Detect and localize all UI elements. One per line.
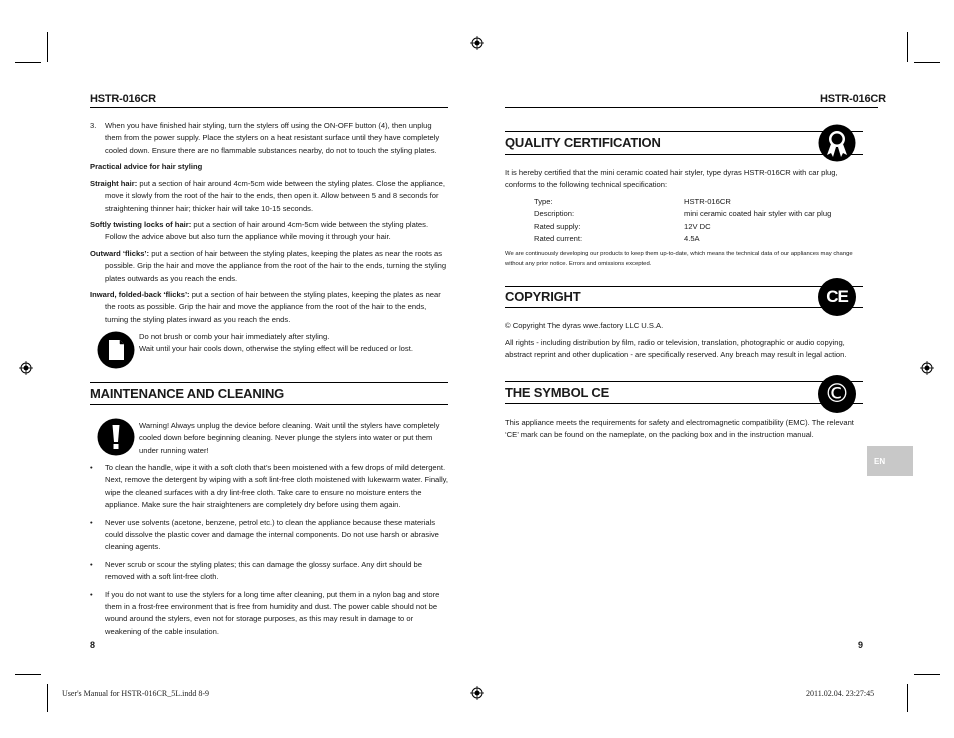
copyright-symbol-icon <box>818 375 856 413</box>
crop-mark <box>914 674 940 675</box>
crop-mark <box>47 32 48 62</box>
ce-title: THE SYMBOL CE <box>505 385 610 400</box>
copyright-text: All rights - including distribution by film, radio or television, translation, photographic or audio copying, abstract reprint and other duplication - are specifically reserved. Any breach may result in legal action. <box>505 338 847 360</box>
header-model-right: HSTR-016CR <box>820 93 886 105</box>
advice-text: put a section of hair around 4cm-5cm wide between the styling plates. Close the appliance, move it slowly from the root of the hair to the ends, then open it. Allow between 5 and 8 seconds for straightening thinner hair; thicker hair will take 10-15 seconds. <box>105 179 445 213</box>
cleaning-bullets <box>90 462 448 643</box>
step-number: 3. <box>90 121 97 130</box>
list-item: • Never scrub or scour the styling plates; this can damage the glossy surface. Any dirt should be removed with a soft lint-free cloth. <box>90 559 448 584</box>
note-line-2: Wait until your hair cools down, otherwise the styling effect will be reduced or lost. <box>139 344 413 353</box>
advice-term: Straight hair: <box>90 179 138 188</box>
advice-outward-flicks <box>90 248 448 285</box>
registration-mark-icon <box>920 361 934 375</box>
copyright-title: COPYRIGHT <box>505 289 581 304</box>
quality-rule-bottom <box>505 154 863 155</box>
quality-intro: It is hereby certified that the mini ceramic coated hair styler, type dyras HSTR-016CR with car plug, conforms to the following technical specification: <box>505 168 838 190</box>
advice-twisting-locks <box>90 219 448 244</box>
header-model-left: HSTR-016CR <box>90 93 156 105</box>
crop-mark <box>47 684 48 712</box>
warning-icon <box>97 418 135 456</box>
spec-row <box>534 233 854 245</box>
header-rule-left <box>90 107 448 108</box>
crop-mark <box>907 684 908 712</box>
step-3 <box>90 120 448 157</box>
list-item: • Never use solvents (acetone, benzene, petrol etc.) to clean the appliance because these materials could dissolve the plastic cover and damage the internal components. Do not use harsh or abrasive cleaning agents. <box>90 517 448 554</box>
spec-value: HSTR-016CR <box>684 197 731 206</box>
ce-mark-icon <box>818 278 856 316</box>
quality-title: QUALITY CERTIFICATION <box>505 135 661 150</box>
crop-mark <box>907 32 908 62</box>
ce-rule-top <box>505 381 863 382</box>
copyright-symbol-text: © <box>824 379 850 409</box>
advice-heading: Practical advice for hair styling <box>90 162 203 171</box>
warning-text: Warning! Always unplug the device before cleaning. Wait until the stylers have completely cooled down before beginning cleaning. Never plunge the stylers into water or put them under running water! <box>139 421 440 455</box>
spec-label: Type: <box>534 197 553 206</box>
maintenance-title: MAINTENANCE AND CLEANING <box>90 386 285 401</box>
ce-rule-bottom <box>505 403 863 404</box>
advice-inward-flicks <box>90 289 448 326</box>
maintenance-rule-top <box>90 382 448 383</box>
advice-term: Softly twisting locks of hair: <box>90 220 192 229</box>
registration-mark-icon <box>19 361 33 375</box>
spec-label: Description: <box>534 209 575 219</box>
footer-file-info: User's Manual for HSTR-016CR_5L.indd 8-9 <box>62 689 209 698</box>
page-number-right: 9 <box>858 640 864 650</box>
spec-table <box>534 196 854 246</box>
spec-value: 12V DC <box>684 221 711 231</box>
spec-value: 4.5A <box>684 234 700 244</box>
advice-term: Outward ‘flicks’: <box>90 249 150 258</box>
copyright-rule-bottom <box>505 307 863 308</box>
advice-term: Inward, folded-back ‘flicks’: <box>90 290 190 299</box>
language-tab <box>867 446 913 476</box>
spec-row <box>534 196 854 208</box>
list-item: • If you do not want to use the stylers for a long time after cleaning, put them in a nylon bag and store them in a frost-free environment that is free from humidity and dust. The power cable should not be wound around the stylers, even not for storage purposes, as this may result in damage to or weakening of the cable insulation. <box>90 589 448 639</box>
spec-row <box>534 221 854 233</box>
quality-note: We are continuously developing our products to keep them up-to-date, which means the technical data of our appliances may change without any prior notice. Errors and omissions excepted. <box>505 251 853 267</box>
award-rosette-icon <box>818 124 856 162</box>
copyright-rule-top <box>505 286 863 287</box>
crop-mark <box>15 62 41 63</box>
registration-mark-icon <box>470 686 484 700</box>
spec-label: Rated supply: <box>534 221 581 231</box>
ce-text: This appliance meets the requirements for safety and electromagnetic compatibility (EMC). The relevant ‘CE’ mark can be found on the nameplate, on the packing box and in the instruction manual. <box>505 418 854 440</box>
footer-timestamp: 2011.02.04. 23:27:45 <box>806 689 875 698</box>
crop-mark <box>914 62 940 63</box>
note-line-1: Do not brush or comb your hair immediately after styling. <box>139 332 330 341</box>
header-rule-right <box>505 107 878 108</box>
ce-mark-text: CE <box>826 287 848 306</box>
page-number-left: 8 <box>90 640 96 650</box>
copyright-line: © Copyright The dyras wwe.factory LLC U.S.A. <box>505 321 664 330</box>
quality-rule-top <box>505 131 863 132</box>
step-3-text: When you have finished hair styling, turn the stylers off using the ON-OFF button (4), then unplug them from the power supply. Place the stylers on a heat resistant surface until they have completely cooled down. Ensure there are no flammable substances nearby, do not to touch the styling plates. <box>105 121 440 155</box>
crop-mark <box>15 674 41 675</box>
advice-text: put a section of hair between the styling plates, keeping the plates as near the roots as possible. Grip the hair and move the appliance from the root of the hair to the ends, turning the styling plates inward as you reach the ends. <box>105 290 441 324</box>
list-item: • To clean the handle, wipe it with a soft cloth that’s been moistened with a few drops of mild detergent. Next, remove the detergent by wiping with a soft lint-free cloth moistened with lukewarm water. Finally, wipe the cleaned surfaces with a dry lint-free cloth. Take care to ensure no moisture enters the appliance. Make sure the hair straighteners are completely dry before using them again. <box>90 462 448 512</box>
spec-row <box>534 208 854 220</box>
maintenance-rule-bottom <box>90 404 448 405</box>
advice-straight-hair <box>90 178 448 215</box>
registration-mark-icon <box>470 36 484 50</box>
spec-label: Rated current: <box>534 234 583 244</box>
spec-value: mini ceramic coated hair styler with car plug <box>684 209 832 219</box>
language-tab-label: EN <box>874 456 886 466</box>
advice-text: put a section of hair between the styling plates, keeping the plates as near the roots as possible. Grip the hair and move the appliance from the root of the hair to the ends, turning the styling plates outwards as you reach the ends. <box>105 249 447 283</box>
note-icon <box>97 331 135 369</box>
advice-text: put a section of hair around 4cm-5cm wide between the styling plates. Follow the advice above but also turn the appliance while moving it through your hair. <box>105 220 429 242</box>
